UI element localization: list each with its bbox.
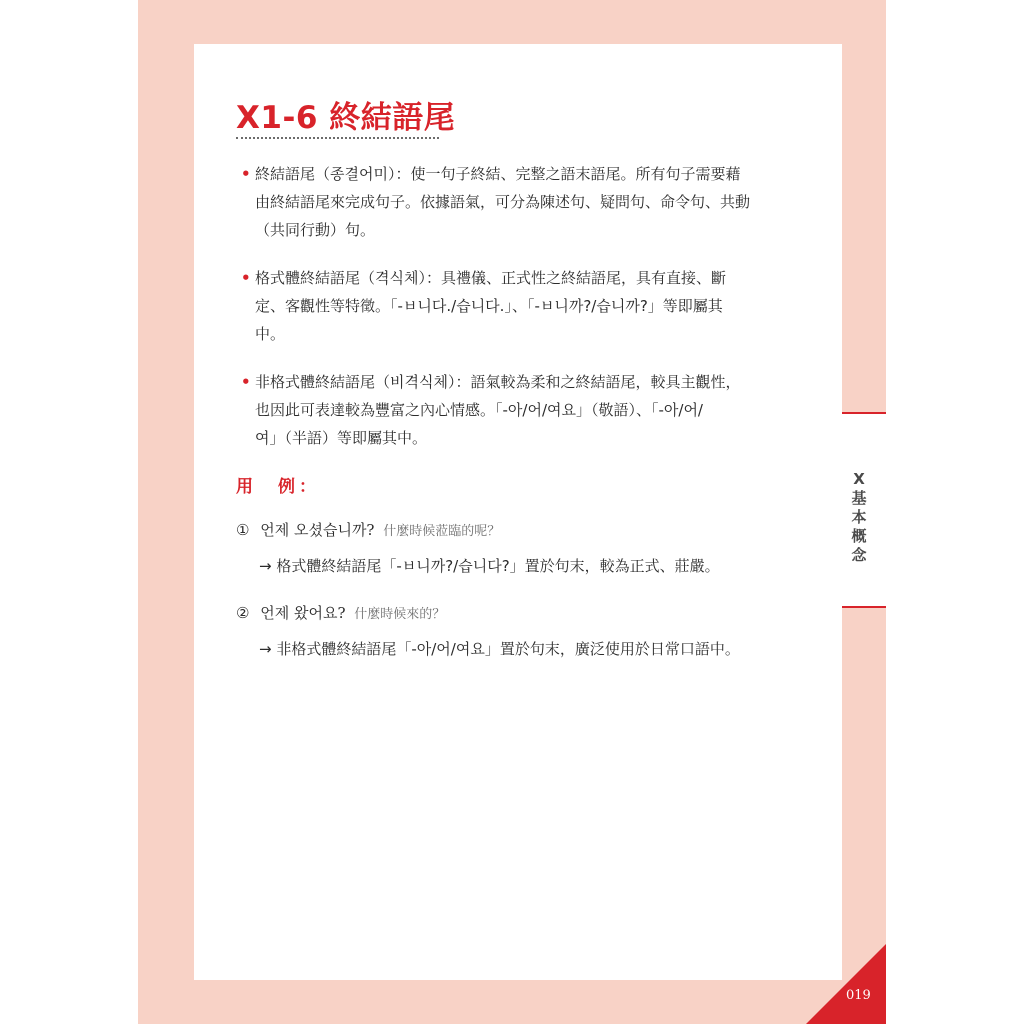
example-explanation-1: → 格式體終結語尾「-ㅂ니까?/습니다?」置於句末，較為正式、莊嚴。: [259, 557, 720, 575]
bullet-line: 由終結語尾來完成句子。依據語氣，可分為陳述句、疑問句、命令句、共動: [255, 193, 751, 211]
bullet-line: 終結語尾（종결어미）：使一句子終結、完整之語末語尾。所有句子需要藉: [255, 165, 741, 183]
title-dotted-rule: [236, 137, 439, 139]
side-tab-char: 概: [851, 527, 867, 545]
bullet-final-ending: [241, 160, 801, 244]
example-translation: 什麼時候蒞臨的呢？: [383, 524, 501, 539]
bullet-dot-icon: •: [241, 373, 251, 391]
example-korean: 언제 왔어요?: [260, 604, 346, 622]
side-tab-char: 本: [851, 508, 867, 526]
page-corner-triangle: [806, 944, 886, 1024]
bullet-dot-icon: •: [241, 165, 251, 183]
example-number: ①: [236, 521, 250, 539]
side-tab-char: 基: [851, 489, 867, 507]
example-heading: 用 例：: [236, 477, 320, 497]
chapter-side-label: [849, 470, 869, 565]
bullet-line: 非格式體終結語尾（비격식체）：語氣較為柔和之終結語尾，較具主觀性，: [255, 373, 741, 391]
example-explanation-2: → 非格式體終結語尾「-아/어/여요」置於句末，廣泛使用於日常口語中。: [259, 640, 740, 658]
bullet-line: 格式體終結語尾（격식체）：具禮儀、正式性之終結語尾，具有直接、斷: [255, 269, 726, 287]
side-tab-bottom-rule: [842, 606, 886, 608]
side-tab-char: X: [853, 470, 865, 488]
example-sentence-1: [236, 518, 500, 544]
bullet-dot-icon: •: [241, 269, 251, 287]
bullet-line: 여」（半語）等即屬其中。: [255, 429, 427, 447]
side-tab-char: 念: [851, 546, 867, 564]
bullet-line: （共同行動）句。: [255, 221, 376, 239]
example-korean: 언제 오셨습니까?: [260, 521, 375, 539]
page-number: 019: [846, 988, 871, 1003]
example-number: ②: [236, 604, 250, 622]
bullet-informal-ending: [241, 368, 801, 452]
bullet-line: 中。: [255, 325, 286, 343]
section-title: X1-6 終結語尾: [236, 100, 456, 136]
example-translation: 什麼時候來的？: [354, 607, 446, 622]
bullet-line: 定、客觀性等特徵。「-ㅂ니다./습니다.」、「-ㅂ니까?/습니까?」等即屬其: [255, 297, 723, 315]
bullet-line: 也因此可表達較為豐富之內心情感。「-아/어/여요」（敬語）、「-아/어/: [255, 401, 703, 419]
example-sentence-2: [236, 601, 445, 627]
bullet-formal-ending: [241, 264, 801, 348]
